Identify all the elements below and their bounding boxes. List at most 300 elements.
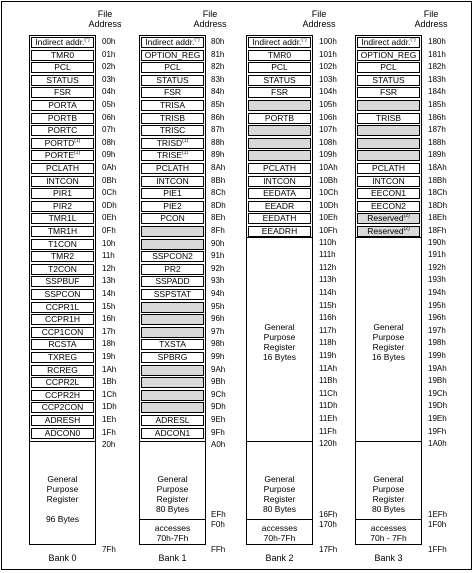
register-cell [31, 75, 94, 86]
register-address: 95h [211, 301, 225, 311]
accesses-end-address: 1FFh [428, 545, 447, 554]
unimplemented-register [357, 125, 420, 136]
register-address: 0Bh [102, 175, 117, 185]
register-name: PIR1 [53, 188, 72, 199]
register-address: 99h [211, 352, 225, 361]
register-address: 18Eh [428, 213, 447, 223]
register-address: 96h [211, 314, 225, 324]
register-address: 04h [102, 87, 116, 97]
register-address: 09h [102, 150, 116, 160]
register-name: CCPR2L [45, 377, 80, 388]
register-name: TRISB [159, 112, 186, 123]
register-name: PORTE [44, 150, 74, 161]
register-address: 8Bh [211, 175, 226, 185]
register-name: PCL [271, 62, 288, 73]
register-name: SPBRG [157, 352, 188, 362]
register-cell [141, 201, 204, 212]
register-address: 1Bh [102, 377, 117, 387]
register-address: 8Ch [211, 188, 226, 198]
register-name: ADRESL [155, 415, 190, 425]
register-address: 185h [428, 100, 446, 109]
accesses-region: accesses 70h - 7Fh [370, 523, 407, 543]
register-address: 87h [211, 125, 225, 135]
register-address: 8Fh [211, 226, 225, 235]
register-address: 0Ch [102, 188, 117, 198]
gpr-end-address: 1EFh [428, 510, 448, 519]
register-name: EEADRH [261, 226, 298, 236]
register-address: 9Eh [211, 415, 226, 424]
register-address: 181h [428, 49, 446, 59]
register-address: 196h [428, 313, 446, 323]
register-name: TXSTA [159, 339, 186, 350]
register-address: 19h [102, 352, 116, 361]
register-address: 80h [211, 37, 225, 46]
register-name: T2CON [48, 263, 77, 274]
register-name: Indirect addr. [252, 37, 302, 47]
register-address: 119h [319, 351, 337, 360]
register-cell [31, 264, 94, 275]
footnote-marker: (2) [403, 213, 410, 220]
register-name: PORTD [44, 137, 75, 148]
register-address: 113h [319, 275, 337, 285]
unimplemented-register [248, 125, 311, 136]
register-address: 85h [211, 100, 225, 109]
register-address: 10Fh [319, 226, 338, 235]
file-address-header: File Address [193, 9, 227, 29]
register-address: 10Eh [319, 213, 338, 223]
register-address: 18Bh [428, 175, 447, 185]
register-address: 197h [428, 325, 446, 335]
register-name: EEDATA [263, 188, 296, 199]
register-address: 1A0h [428, 439, 447, 449]
register-cell [141, 37, 204, 48]
register-cell [31, 87, 94, 98]
register-name: Indirect addr. [145, 37, 195, 47]
region-divider [139, 519, 206, 520]
gpr-start-address: 110h [319, 237, 337, 247]
register-address: 17h [102, 326, 116, 336]
register-name: TRISB [375, 112, 402, 123]
register-cell [141, 138, 204, 149]
register-address: 194h [428, 288, 446, 297]
register-address: 191h [428, 250, 446, 260]
register-address: 199h [428, 351, 446, 360]
register-address: 8Eh [211, 213, 226, 223]
register-address: 193h [428, 275, 446, 285]
register-cell [357, 213, 420, 224]
register-address: 117h [319, 325, 337, 335]
register-cell [31, 339, 94, 350]
register-name: PR2 [164, 263, 181, 274]
register-address: 18Ah [428, 163, 447, 172]
register-cell [357, 226, 420, 237]
register-address: 114h [319, 288, 337, 297]
gpr-start-address: A0h [211, 440, 226, 450]
register-address: 82h [211, 62, 225, 72]
register-address: 16h [102, 314, 116, 324]
general-purpose-register: General Purpose Register 96 Bytes [45, 474, 80, 524]
register-address: 10Bh [319, 175, 338, 185]
register-cell [141, 428, 204, 439]
region-divider [355, 237, 422, 238]
register-address: 195h [428, 300, 446, 310]
register-name: INTCON [156, 175, 189, 186]
register-cell [248, 201, 311, 212]
register-cell [357, 163, 420, 174]
register-address: 18Dh [428, 200, 448, 210]
register-name: SSPCON [44, 289, 81, 299]
region-divider [139, 441, 206, 442]
register-cell [31, 289, 94, 300]
register-cell [248, 113, 311, 124]
register-cell [141, 213, 204, 224]
register-name: TMR2 [50, 251, 75, 262]
register-name: PCL [380, 62, 397, 73]
register-cell [31, 390, 94, 401]
register-address: 0Ah [102, 163, 117, 172]
register-name: TXREG [47, 352, 78, 362]
register-name: TRISC [159, 125, 186, 136]
register-address: 104h [319, 87, 337, 97]
register-address: 94h [211, 289, 225, 298]
register-address: 1Fh [102, 427, 116, 437]
register-address: 192h [428, 262, 446, 272]
register-address: 188h [428, 137, 446, 147]
region-divider [246, 237, 313, 238]
bank-label: Bank 3 [374, 553, 403, 563]
region-divider [355, 519, 422, 520]
register-name: SSPBUF [45, 276, 80, 287]
register-address: 9Dh [211, 402, 226, 412]
register-address: 98h [211, 339, 225, 349]
register-address: 91h [211, 251, 225, 261]
register-cell [248, 87, 311, 98]
register-address: 107h [319, 125, 337, 135]
register-cell [357, 62, 420, 73]
gpr-end-address: 16Fh [319, 510, 338, 519]
register-name: RCSTA [48, 339, 77, 350]
register-cell [141, 176, 204, 187]
register-cell [141, 113, 204, 124]
register-address: 1Dh [102, 402, 117, 412]
gpr-end-address: EFh [211, 510, 226, 519]
register-address: 9Bh [211, 377, 226, 387]
register-address: 11Fh [319, 426, 337, 436]
register-cell [31, 188, 94, 199]
register-cell [141, 75, 204, 86]
register-cell [141, 188, 204, 199]
register-address: 9Ah [211, 364, 226, 374]
register-address: 06h [102, 112, 116, 122]
footnote-marker: (*) [301, 37, 307, 43]
register-address: 92h [211, 263, 225, 273]
register-cell [31, 415, 94, 426]
register-cell [248, 62, 311, 73]
register-cell [31, 377, 94, 388]
register-name: PIR2 [53, 200, 72, 211]
register-cell [357, 176, 420, 187]
register-name: PCL [54, 62, 71, 73]
bank-label: Bank 1 [158, 553, 187, 563]
register-cell [141, 352, 204, 363]
register-name: SSPSTAT [153, 289, 192, 299]
region-divider [246, 519, 313, 520]
register-name: CCPR1H [45, 314, 80, 325]
register-cell [31, 226, 94, 237]
register-name: CCP1CON [41, 326, 84, 337]
general-purpose-register: General Purpose Register 16 Bytes [262, 322, 297, 362]
unimplemented-register [141, 302, 204, 313]
register-address: 100h [319, 37, 337, 46]
unimplemented-register [141, 390, 204, 401]
register-name: EEADR [264, 200, 295, 211]
footnote-marker: (*) [194, 37, 200, 43]
register-address: 10h [102, 238, 116, 248]
register-cell [248, 213, 311, 224]
register-name: PCLATH [372, 163, 405, 173]
register-cell [31, 251, 94, 262]
footnote-marker: (1) [182, 137, 189, 144]
register-address: 84h [211, 87, 225, 97]
register-cell [357, 201, 420, 212]
register-address: 106h [319, 112, 337, 122]
register-cell [31, 302, 94, 313]
register-cell [141, 276, 204, 287]
register-name: SSPCON2 [152, 251, 193, 262]
register-cell [141, 125, 204, 136]
register-name: STATUS [372, 74, 405, 85]
register-name: TMR1L [48, 213, 77, 224]
register-name: Reserved [367, 226, 404, 236]
register-cell [31, 314, 94, 325]
register-cell [31, 213, 94, 224]
register-address: 11Ah [319, 363, 338, 373]
register-cell [31, 138, 94, 149]
unimplemented-register [357, 150, 420, 161]
bank-label: Bank 0 [48, 553, 77, 563]
register-address: 83h [211, 74, 225, 84]
register-name: INTCON [46, 175, 79, 186]
register-cell [141, 150, 204, 161]
region-divider [29, 441, 96, 442]
register-address: 19Ch [428, 388, 448, 398]
unimplemented-register [248, 100, 311, 111]
register-address: 01h [102, 49, 116, 59]
register-name: PORTB [264, 112, 295, 123]
register-cell [248, 37, 311, 48]
register-cell [31, 150, 94, 161]
register-address: 109h [319, 150, 337, 160]
file-address-header: File Address [88, 9, 122, 29]
register-name: PORTA [48, 100, 77, 110]
register-address: 11Ch [319, 388, 338, 398]
file-address-header: File Address [414, 9, 448, 29]
register-address: 18h [102, 339, 116, 349]
unimplemented-register [141, 314, 204, 325]
accesses-start-address: 1F0h [428, 520, 447, 529]
register-address: 9Ch [211, 389, 226, 399]
register-address: 0Eh [102, 213, 117, 223]
unimplemented-register [141, 327, 204, 338]
accesses-start-address: F0h [211, 520, 225, 529]
accesses-end-address: FFh [211, 545, 226, 554]
file-address-header: File Address [302, 9, 336, 29]
register-cell [31, 100, 94, 111]
gpr-start-address: 190h [428, 237, 446, 247]
register-cell [31, 50, 94, 61]
register-address: 1Ch [102, 389, 117, 399]
register-address: 115h [319, 300, 337, 310]
general-purpose-register: General Purpose Register 16 Bytes [371, 322, 406, 362]
gpr-end-address: 7Fh [102, 545, 116, 554]
register-cell [357, 188, 420, 199]
register-name: INTCON [263, 175, 296, 186]
register-address: 186h [428, 112, 446, 122]
register-cell [248, 226, 311, 237]
register-name: Reserved [367, 213, 404, 224]
register-address: 8Dh [211, 200, 226, 210]
register-cell [141, 415, 204, 426]
register-cell [141, 163, 204, 174]
register-address: 8Ah [211, 163, 226, 172]
register-name: TMR1H [47, 226, 78, 236]
unimplemented-register [248, 138, 311, 149]
register-name: CCPR2H [45, 389, 80, 400]
register-cell [357, 37, 420, 48]
register-cell [357, 113, 420, 124]
register-name: EECON1 [371, 188, 406, 199]
register-name: Indirect addr. [35, 37, 85, 47]
bank-column [246, 35, 313, 545]
register-address: 19Ah [428, 363, 447, 373]
register-address: 0Fh [102, 226, 116, 235]
register-name: PCLATH [263, 163, 296, 173]
register-cell [31, 365, 94, 376]
footnote-marker: (1) [74, 137, 81, 144]
register-address: 86h [211, 112, 225, 122]
register-cell [357, 87, 420, 98]
register-address: 97h [211, 326, 225, 336]
register-address: 102h [319, 62, 337, 72]
register-cell [141, 289, 204, 300]
register-cell [31, 402, 94, 413]
footnote-marker: (*) [410, 37, 416, 43]
register-name: PIE1 [163, 188, 182, 199]
register-address: 18Ch [428, 188, 448, 198]
register-address: 18Fh [428, 226, 447, 235]
register-name: OPTION_REG [360, 49, 417, 60]
register-address: 11Bh [319, 376, 338, 386]
register-cell [248, 176, 311, 187]
register-address: 183h [428, 74, 446, 84]
unimplemented-register [141, 377, 204, 388]
general-purpose-register-80: General Purpose Register 80 Bytes [262, 474, 297, 514]
unimplemented-register [141, 239, 204, 250]
register-address: 14h [102, 289, 116, 298]
register-cell [31, 428, 94, 439]
register-address: 0Dh [102, 200, 117, 210]
register-address: 10Dh [319, 200, 339, 210]
footnote-marker: (2) [403, 226, 410, 232]
register-name: T1CON [48, 238, 77, 249]
register-address: 19Eh [428, 414, 447, 423]
register-address: 120h [319, 439, 337, 449]
region-divider [246, 441, 313, 442]
register-cell [141, 87, 204, 98]
register-name: TRISD [156, 137, 183, 148]
register-name: STATUS [46, 74, 79, 85]
register-name: OPTION_REG [144, 49, 201, 60]
register-cell [31, 125, 94, 136]
accesses-region: accesses 70h-7Fh [154, 523, 191, 543]
register-address: 11h [102, 251, 115, 261]
register-name: FSR [271, 87, 288, 98]
register-address: 19Bh [428, 376, 447, 386]
unimplemented-register [141, 365, 204, 376]
register-name: TRISE [156, 150, 182, 161]
register-cell [248, 50, 311, 61]
register-name: PCLATH [156, 163, 189, 173]
register-cell [31, 276, 94, 287]
register-address: 81h [211, 49, 225, 59]
footnote-marker: (*) [84, 37, 90, 43]
general-purpose-register: General Purpose Register 80 Bytes [155, 474, 190, 514]
footnote-marker: (1) [181, 150, 189, 157]
register-address: 00h [102, 37, 116, 46]
register-cell [248, 163, 311, 174]
register-address: 180h [428, 37, 446, 46]
register-address: 03h [102, 74, 116, 84]
register-address: 118h [319, 338, 337, 348]
register-address: 184h [428, 87, 446, 97]
accesses-region: accesses 70h-7Fh [261, 523, 298, 543]
accesses-end-address: 17Fh [319, 545, 338, 554]
register-cell [357, 50, 420, 61]
register-address: 19Fh [428, 426, 447, 436]
register-cell [31, 62, 94, 73]
register-name: PIE2 [163, 200, 182, 211]
register-name: TMR0 [267, 49, 292, 60]
register-address: 15h [102, 301, 116, 311]
unimplemented-register [141, 402, 204, 413]
unimplemented-register [357, 100, 420, 111]
register-address: 05h [102, 100, 116, 109]
register-name: TRISA [159, 100, 186, 110]
register-cell [31, 163, 94, 174]
register-address: 11Eh [319, 414, 338, 423]
bank-label: Bank 2 [265, 553, 294, 563]
bank-column [355, 35, 422, 545]
register-address: 1Ah [102, 364, 117, 374]
register-name: PCON [160, 213, 185, 224]
register-address: 08h [102, 137, 116, 147]
register-name: EEDATH [262, 213, 297, 224]
register-name: ADCON0 [44, 427, 81, 438]
register-address: 10Ch [319, 188, 339, 198]
unimplemented-register [141, 226, 204, 237]
register-cell [31, 327, 94, 338]
register-address: 1Eh [102, 415, 117, 424]
register-cell [141, 50, 204, 61]
register-cell [141, 339, 204, 350]
register-name: INTCON [372, 175, 405, 186]
register-cell [248, 188, 311, 199]
gpr-start-address: 20h [102, 440, 116, 450]
register-name: RCREG [47, 364, 78, 375]
register-address: 116h [319, 313, 337, 323]
register-cell [141, 100, 204, 111]
register-address: 19Dh [428, 401, 448, 411]
